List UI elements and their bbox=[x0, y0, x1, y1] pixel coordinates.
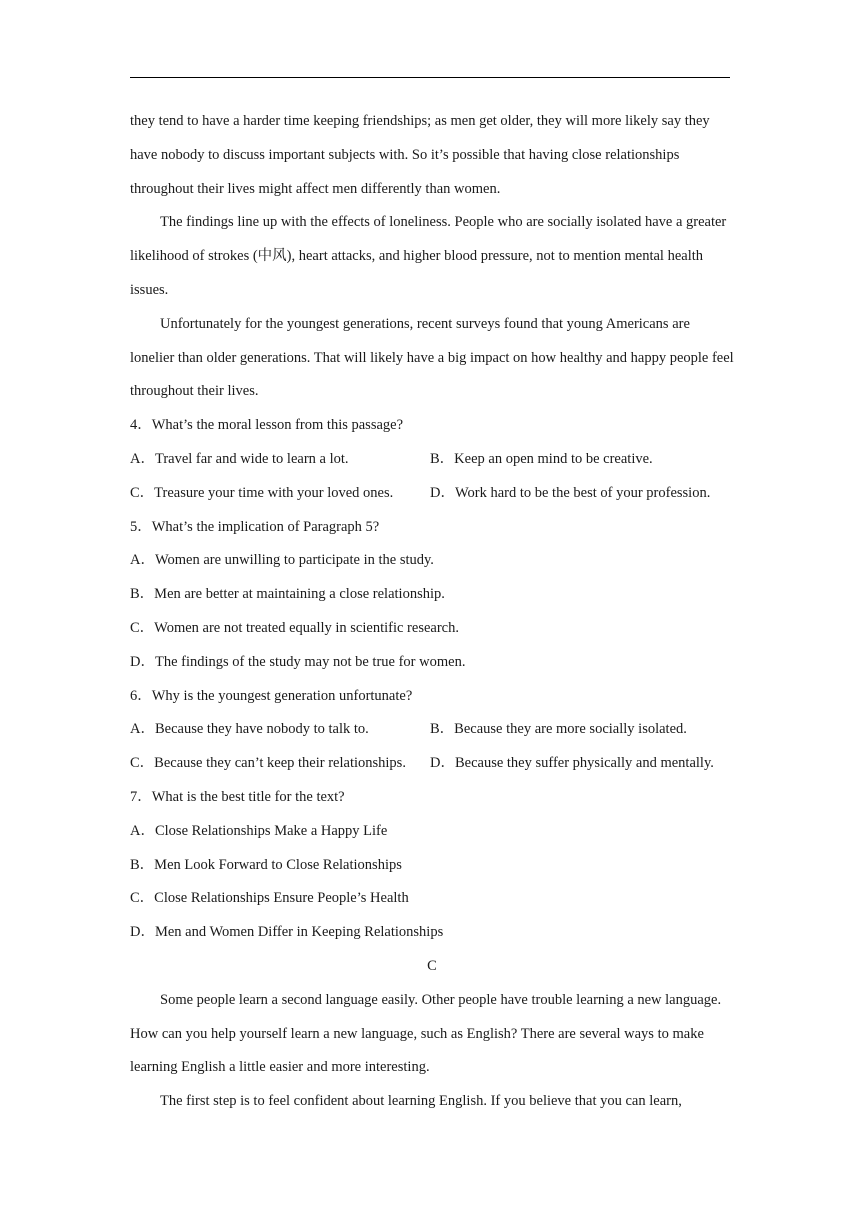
option-c: C．Close Relationships Ensure People’s Health bbox=[130, 890, 409, 907]
question-7 bbox=[130, 781, 734, 950]
option-c: C．Women are not treated equally in scientific research. bbox=[130, 619, 459, 636]
option-d: D．Work hard to be the best of your profession. bbox=[430, 484, 711, 501]
paragraph-first-step: The first step is to feel confident about learning English. If you believe that you can learn, bbox=[160, 1093, 682, 1110]
question-stem: 5．What’s the implication of Paragraph 5? bbox=[130, 518, 380, 535]
paragraph-friendships: they tend to have a harder time keeping friendships; as men get older, they will more likely say they have nobody to discuss important subjects with. So it’s possible that having close relationships throughout their lives might affect men differently than women. bbox=[130, 113, 710, 197]
option-a: A．Women are unwilling to participate in the study. bbox=[130, 552, 434, 569]
question-stem: 6．Why is the youngest generation unfortunate? bbox=[130, 687, 413, 704]
option-b: B．Men are better at maintaining a close relationship. bbox=[130, 586, 445, 603]
option-c: C．Because they can’t keep their relationships. bbox=[130, 755, 406, 772]
option-a: A．Close Relationships Make a Happy Life bbox=[130, 822, 388, 839]
document-body bbox=[130, 105, 734, 1119]
option-d: D．Because they suffer physically and mentally. bbox=[430, 755, 714, 772]
question-stem: 7．What is the best title for the text? bbox=[130, 788, 345, 805]
option-b: B．Men Look Forward to Close Relationships bbox=[130, 856, 402, 873]
paragraph-loneliness: The findings line up with the effects of loneliness. People who are socially isolated have a greater likelihood of strokes (中风), heart attacks, and higher blood pressure, not to mention mental health issues. bbox=[130, 214, 727, 298]
question-4 bbox=[130, 409, 734, 510]
option-b: B．Because they are more socially isolated. bbox=[430, 721, 687, 738]
option-a: A．Travel far and wide to learn a lot. bbox=[130, 450, 349, 467]
option-b: B．Keep an open mind to be creative. bbox=[430, 450, 653, 467]
header-rule bbox=[130, 77, 730, 78]
option-a: A．Because they have nobody to talk to. bbox=[130, 721, 369, 738]
paragraph-second-language: Some people learn a second language easily. Other people have trouble learning a new language. How can you help yourself learn a new language, such as English? There are several ways to make learning English a little easier and more interesting. bbox=[130, 991, 722, 1076]
question-5 bbox=[130, 511, 734, 680]
option-c: C．Treasure your time with your loved ones. bbox=[130, 484, 394, 501]
option-d: D．The findings of the study may not be true for women. bbox=[130, 653, 466, 670]
paragraph-youngest-generations: Unfortunately for the youngest generations, recent surveys found that young Americans are lonelier than older generations. That will likely have a big impact on how healthy and happy people feel throughout their lives. bbox=[130, 315, 734, 400]
question-6 bbox=[130, 680, 734, 781]
section-heading-c: C bbox=[427, 957, 437, 974]
option-d: D．Men and Women Differ in Keeping Relationships bbox=[130, 924, 444, 941]
question-stem: 4．What’s the moral lesson from this passage? bbox=[130, 417, 404, 434]
